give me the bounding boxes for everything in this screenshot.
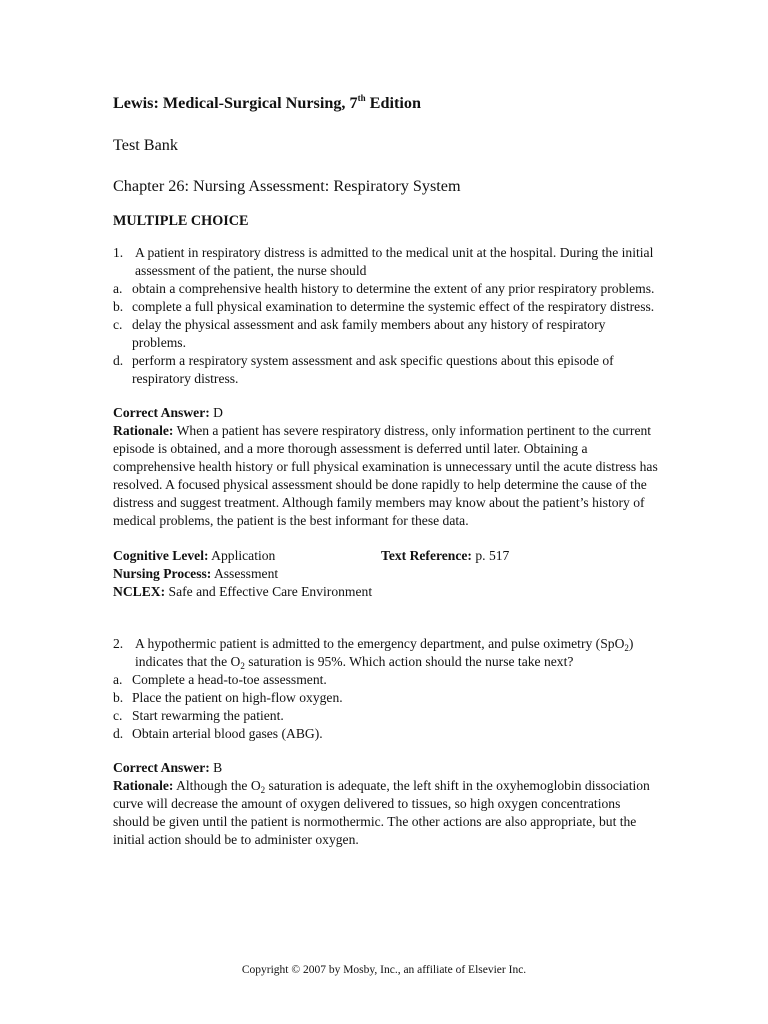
text-reference: Text Reference: p. 517 (381, 548, 510, 563)
nclex-category: NCLEX: Safe and Effective Care Environment (113, 584, 373, 599)
option-c: c. delay the physical assessment and ask family members about any history of respiratory problems. (113, 317, 606, 350)
question-1 (113, 244, 658, 601)
correct-answer: Correct Answer: B (113, 760, 223, 775)
rationale: Rationale: When a patient has severe respiratory distress, only information pertinent to the current episode is obtained, and a more thorough assessment is deferred until later. Obtaining a comprehensive health history or full physical examination is unnecessary until the acute distress has resolved. A focused physical assessment should be done rapidly to help determine the cause of the distress and suggest treatment. Although family members may know about the patient’s history of medical problems, the patient is the best informant for these data. (113, 423, 658, 528)
answer-options (113, 280, 658, 388)
rationale: Rationale: Although the $O_2$ saturation is adequate, the left shift in the oxyhemoglobin dissociation curve will decrease the amount of oxygen delivered to tissues, so high oxygen concentrations should be given until the patient is normothermic. The other actions are also appropriate, but the initial action should be to administer oxygen. (113, 778, 650, 847)
copyright-footer: Copyright © 2007 by Mosby, Inc., an affiliate of Elsevier Inc. (241, 964, 527, 976)
section-heading: MULTIPLE CHOICE (113, 213, 249, 229)
question-number: 1. (113, 245, 124, 260)
option-c: c. Start rewarming the patient. (113, 708, 284, 723)
answer-options (113, 671, 658, 743)
question-2 (113, 635, 658, 849)
option-b: b. complete a full physical examination to determine the systemic effect of the respiratory distress. (113, 299, 655, 314)
question-text: A patient in respiratory distress is admitted to the medical unit at the hospital. During the initial assessment of the patient, the nurse should (135, 245, 654, 278)
option-d: d. Obtain arterial blood gases (ABG). (113, 726, 323, 741)
document-content (113, 92, 658, 849)
option-a: a. obtain a comprehensive health history to determine the extent of any prior respiratory problems. (113, 281, 655, 296)
cognitive-level: Cognitive Level: Application (113, 548, 276, 563)
option-d: d. perform a respiratory system assessment and ask specific questions about this episode of respiratory distress. (113, 353, 614, 386)
question-stem (113, 635, 658, 671)
question-stem (113, 244, 658, 280)
option-b: b. Place the patient on high-flow oxygen. (113, 690, 343, 705)
chapter-heading: Chapter 26: Nursing Assessment: Respiratory System (113, 177, 461, 195)
question-number: 2. (113, 636, 124, 651)
correct-answer: Correct Answer: D (113, 405, 223, 420)
nursing-process: Nursing Process: Assessment (113, 566, 279, 581)
option-a: a. Complete a head-to-toe assessment. (113, 672, 327, 687)
document-subtitle: Test Bank (113, 136, 178, 154)
book-title: Lewis: Medical-Surgical Nursing, 7th Edition (113, 93, 421, 112)
question-metadata (113, 547, 658, 601)
question-text: A hypothermic patient is admitted to the emergency department, and pulse oximetry (SpO$_2$) indicates that the $O_2$ saturation is 95%. Which action should the nurse take next? (135, 636, 634, 671)
edition-superscript: th (357, 93, 366, 103)
